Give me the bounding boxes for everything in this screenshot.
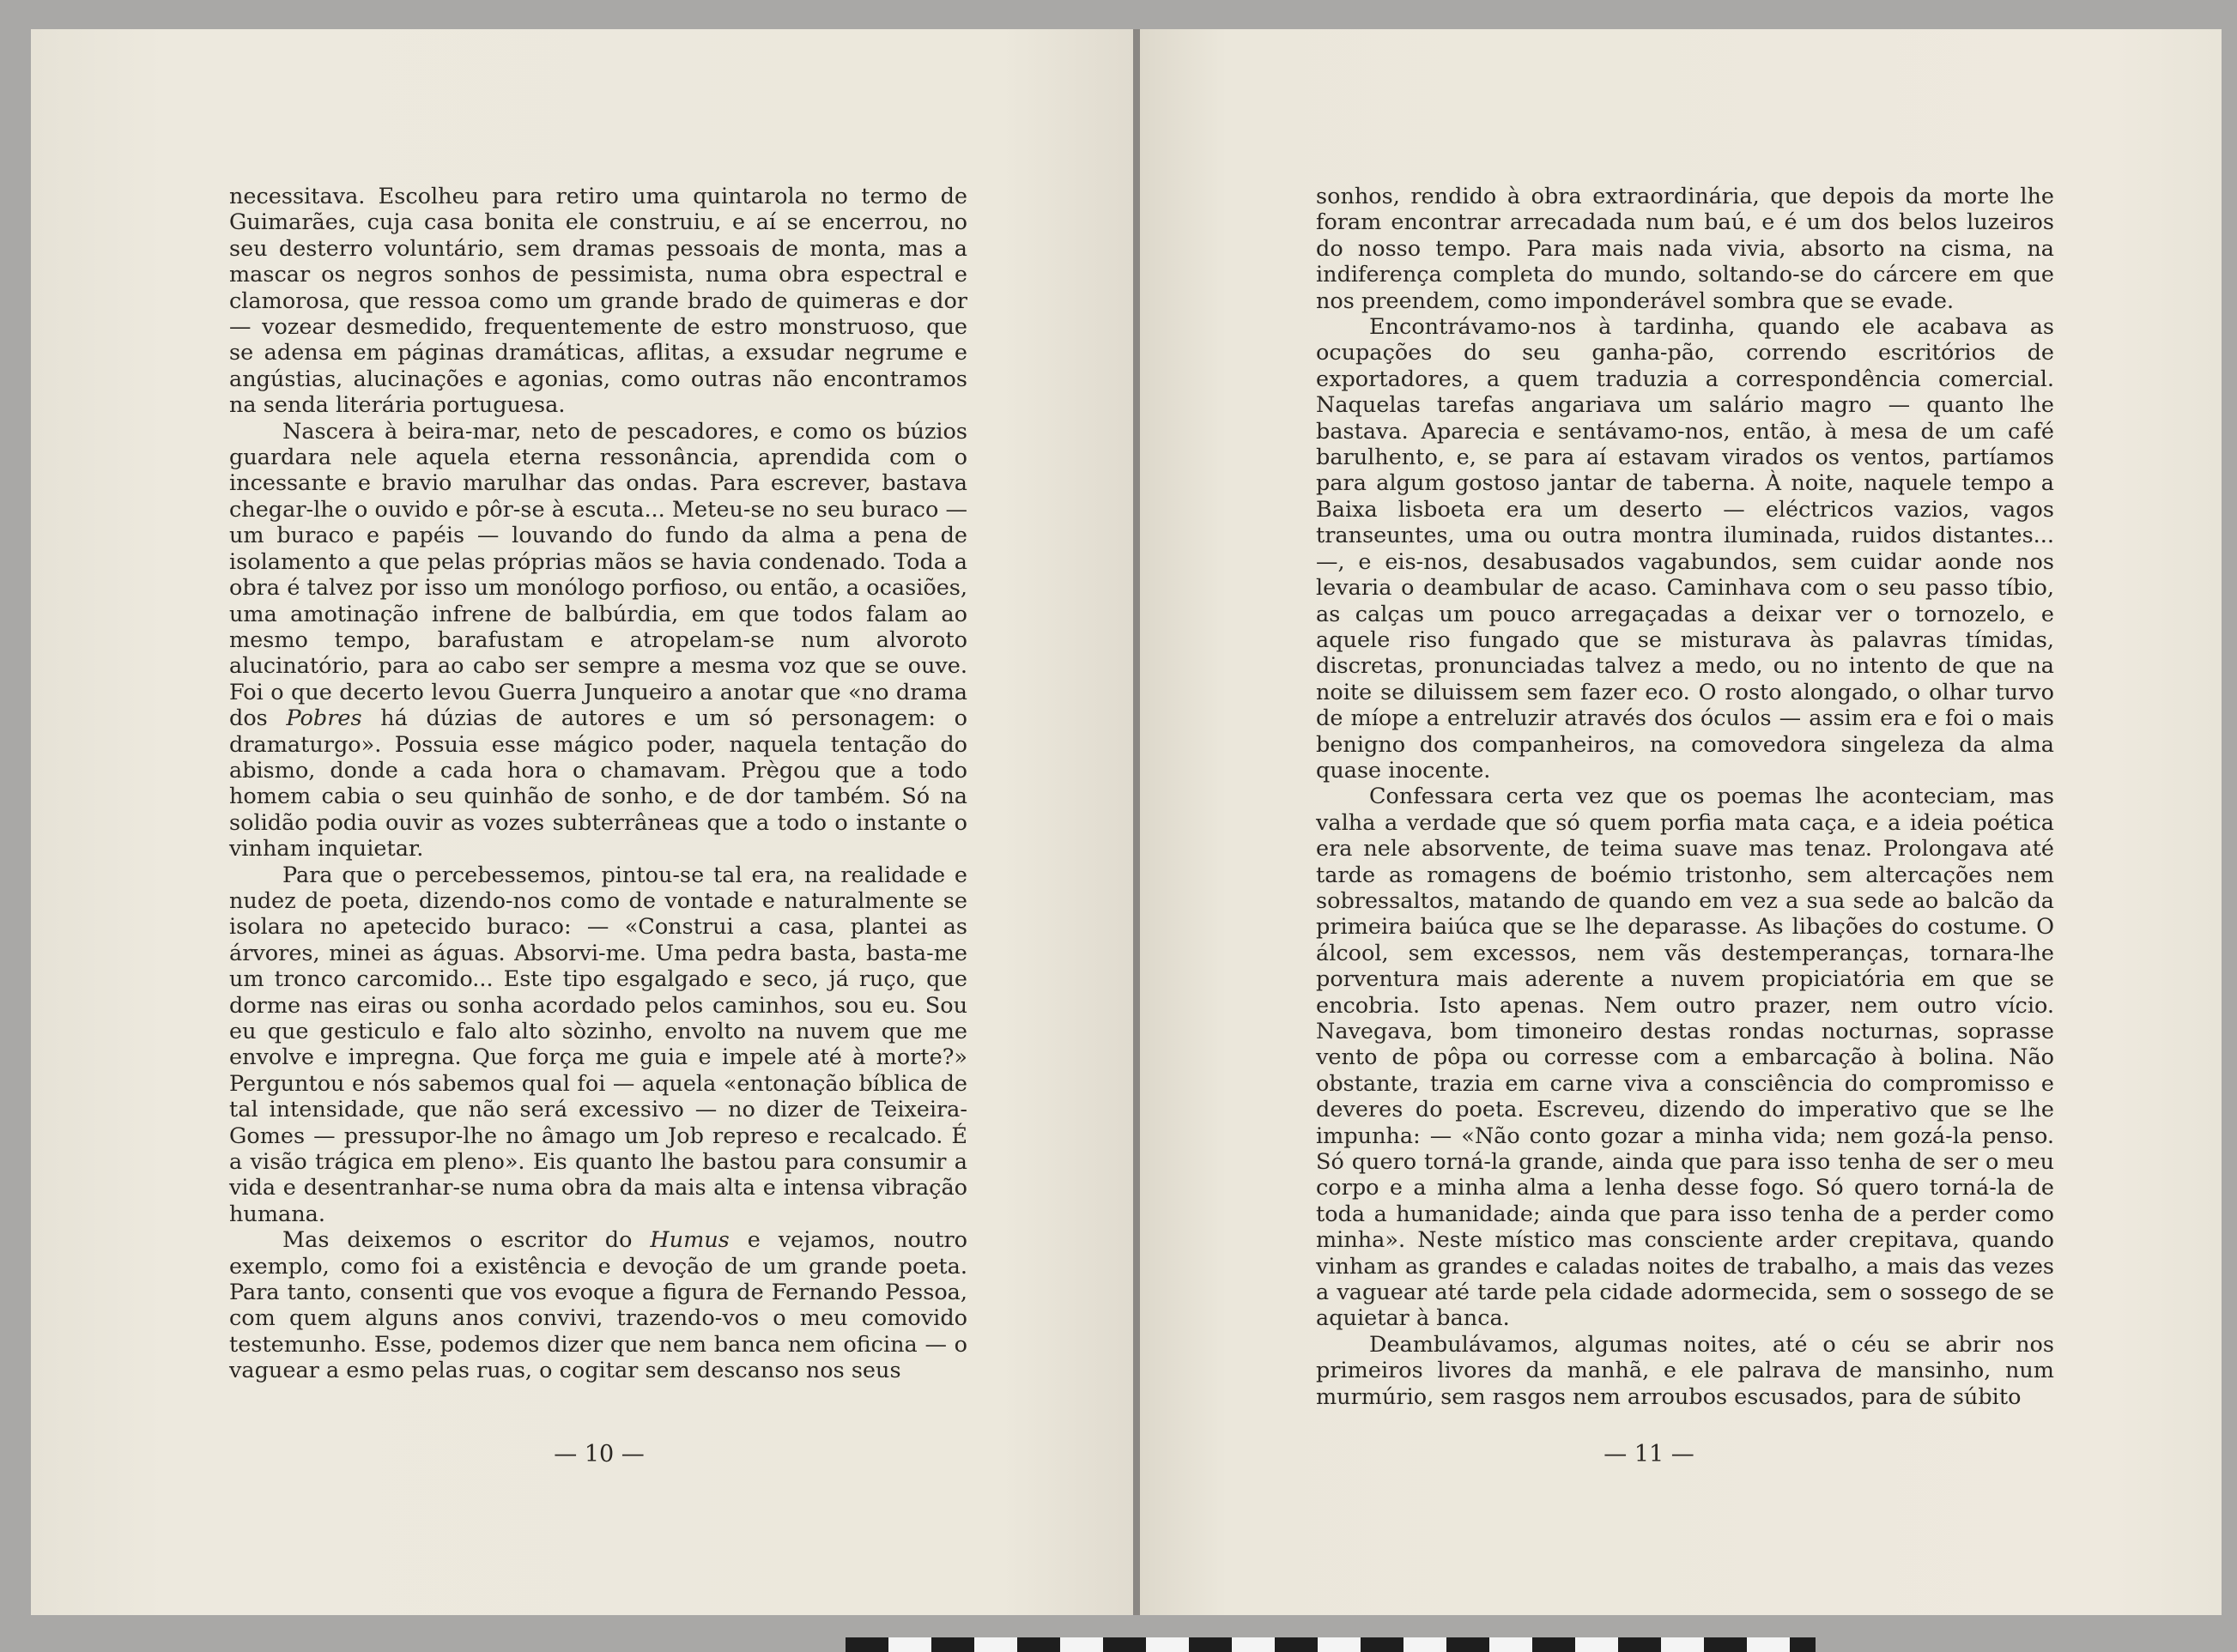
paragraph: sonhos, rendido à obra extraordinária, que depois da morte lhe foram encontrar arrecadada num baú, e é um dos belos luzeiros do nosso tempo. Para mais nada vivia, absorto na cisma, na indiferença completa do mundo, soltando-se do cárcere em que nos preendem, como imponderável sombra que se evade. <box>1316 184 2054 314</box>
paragraph: Nascera à beira-mar, neto de pescadores, e como os búzios guardara nele aquela eterna ressonância, aprendida com o incessante e bravio marulhar das ondas. Para escrever, bastava chegar-lhe o ouvido e pôr-se à escuta... Meteu-se no seu buraco — um buraco e papéis — louvando do fundo da alma a pena de isolamento a que pelas próprias mãos se havia condenado. Toda a obra é talvez por isso um monólogo porfioso, ou então, a ocasiões, uma amotinação infrene de balbúrdia, em que todos falam ao mesmo tempo, barafustam e atropelam-se num alvoroto alucinatório, para ao cabo ser sempre a mesma voz que se ouve. Foi o que decerto levou Guerra Junqueiro a anotar que «no drama dos Pobres há dúzias de autores e um só personagem: o dramaturgo». Possuia esse mágico poder, naquela tentação do abismo, donde a cada hora o chamavam. Prègou que a todo homem cabia o seu quinhão de sonho, e de dor também. Só na solidão podia ouvir as vozes subterrâneas que a todo o instante o vinham inquietar. <box>229 418 968 862</box>
book-gutter <box>1133 29 1140 1615</box>
scale-ruler <box>846 1637 1816 1652</box>
left-page <box>31 29 1133 1615</box>
paragraph: necessitava. Escolheu para retiro uma quintarola no termo de Guimarães, cuja casa bonita ele construiu, e aí se encerrou, no seu desterro voluntário, sem dramas pessoais de monta, mas a mascar os negros sonhos de pessimista, numa obra espectral e clamorosa, que ressoa como um grande brado de quimeras e dor — vozear desmedido, frequentemente de estro monstruoso, que se adensa em páginas dramáticas, aflitas, a exsudar negrume e angústias, alucinações e agonias, como outras não encontramos na senda literária portuguesa. <box>229 184 967 419</box>
paragraph: Deambulávamos, algumas noites, até o céu se abrir nos primeiros livores da manhã, e ele palrava de mansinho, num murmúrio, sem rasgos nem arroubos escusados, para de súbito <box>1316 1331 2054 1410</box>
paragraph: Encontrávamo-nos à tardinha, quando ele acabava as ocupações do seu ganha-pão, correndo escritórios de exportadores, a quem traduzia a correspondência comercial. Naquelas tarefas angariava um salário magro — quanto lhe bastava. Aparecia e sentávamo-nos, então, à mesa de um café barulhento, e, se para aí estavam virados os ventos, partíamos para algum gostoso jantar de taberna. À noite, naquele tempo a Baixa lisboeta era um deserto — eléctricos vazios, vagos transeuntes, uma ou outra montra iluminada, ruidos distantes... —, e eis-nos, desabusados vagabundos, sem cuidar aonde nos levaria o deambular de acaso. Caminhava com o seu passo tíbio, as calças um pouco arregaçadas a deixar ver o tornozelo, e aquele riso fungado que se misturava às palavras tímidas, discretas, pronunciadas talvez a medo, ou no intento de que na noite se diluissem sem fazer eco. O rosto alongado, o olhar turvo de míope a entreluzir através dos óculos — assim era e foi o mais benigno dos companheiros, na comovedora singeleza da alma quase inocente. <box>1316 314 2054 784</box>
right-page <box>1140 29 2222 1615</box>
page-number: — 10 — <box>554 1441 645 1467</box>
right-page-text <box>1316 184 2054 1410</box>
paragraph: Confessara certa vez que os poemas lhe aconteciam, mas valha a verdade que só quem porfia mata caça, e a ideia poética era nele absorvente, de teima suave mas tenaz. Prolongava até tarde as romagens de boémio tristonho, sem altercações nem sobressaltos, matando de quando em vez a sua sede ao balcão da primeira baiúca que se lhe deparasse. As libações do costume. O álcool, sem excessos, nem vãs destemperanças, tornara-lhe porventura mais aderente a nuvem propiciatória em que se encobria. Isto apenas. Nem outro prazer, nem outro vício. Navegava, bom timoneiro destas rondas nocturnas, soprasse vento de pôpa ou corresse com a embarcação à bolina. Não obstante, trazia em carne viva a consciência do compromisso e deveres do poeta. Escreveu, dizendo do imperativo que se lhe impunha: — «Não conto gozar a minha vida; nem gozá-la penso. Só quero torná-la grande, ainda que para isso tenha de ser o meu corpo e a minha alma a lenha desse fogo. Só quero torná-la de toda a humanidade; ainda que para isso tenha de a perder como minha». Neste místico mas consciente arder crepitava, quando vinham as grandes e caladas noites de trabalho, a mais das vezes a vaguear até tarde pela cidade adormecida, sem o sossego de se aquietar à banca. <box>1316 784 2054 1332</box>
italic-title: Pobres <box>286 705 362 732</box>
paragraph: Para que o percebessemos, pintou-se tal era, na realidade e nudez de poeta, dizendo-nos como de vontade e naturalmente se isolara no apetecido buraco: — «Construi a casa, plantei as árvores, minei as águas. Absorvi-me. Uma pedra basta, basta-me um tronco carcomido... Este tipo esgalgado e seco, já ruço, que dorme nas eiras ou sonha acordado pelos caminhos, sou eu. Sou eu que gesticulo e falo alto sòzinho, envolto na nuvem que me envolve e impregna. Que força me guia e impele até à morte?» Perguntou e nós sabemos qual foi — aquela «entonação bíblica de tal intensidade, que não será excessivo — no dizer de Teixeira-Gomes — pressupor-lhe no âmago um Job represo e recalcado. É a visão trágica em pleno». Eis quanto lhe bastou para consumir a vida e desentranhar-se numa obra da mais alta e intensa vibração humana. <box>229 862 967 1227</box>
italic-title: Humus <box>650 1227 730 1254</box>
book-spread <box>31 29 2222 1615</box>
page-number: — 11 — <box>1603 1441 1694 1467</box>
paragraph: Mas deixemos o escritor do Humus e vejamos, noutro exemplo, como foi a existência e devoção de um grande poeta. Para tanto, consenti que vos evoque a figura de Fernando Pessoa, com quem alguns anos convivi, trazendo-vos o meu comovido testemunho. Esse, podemos dizer que nem banca nem oficina — o vaguear a esmo pelas ruas, o cogitar sem descanso nos seus <box>229 1227 968 1384</box>
left-page-text <box>229 184 967 1384</box>
